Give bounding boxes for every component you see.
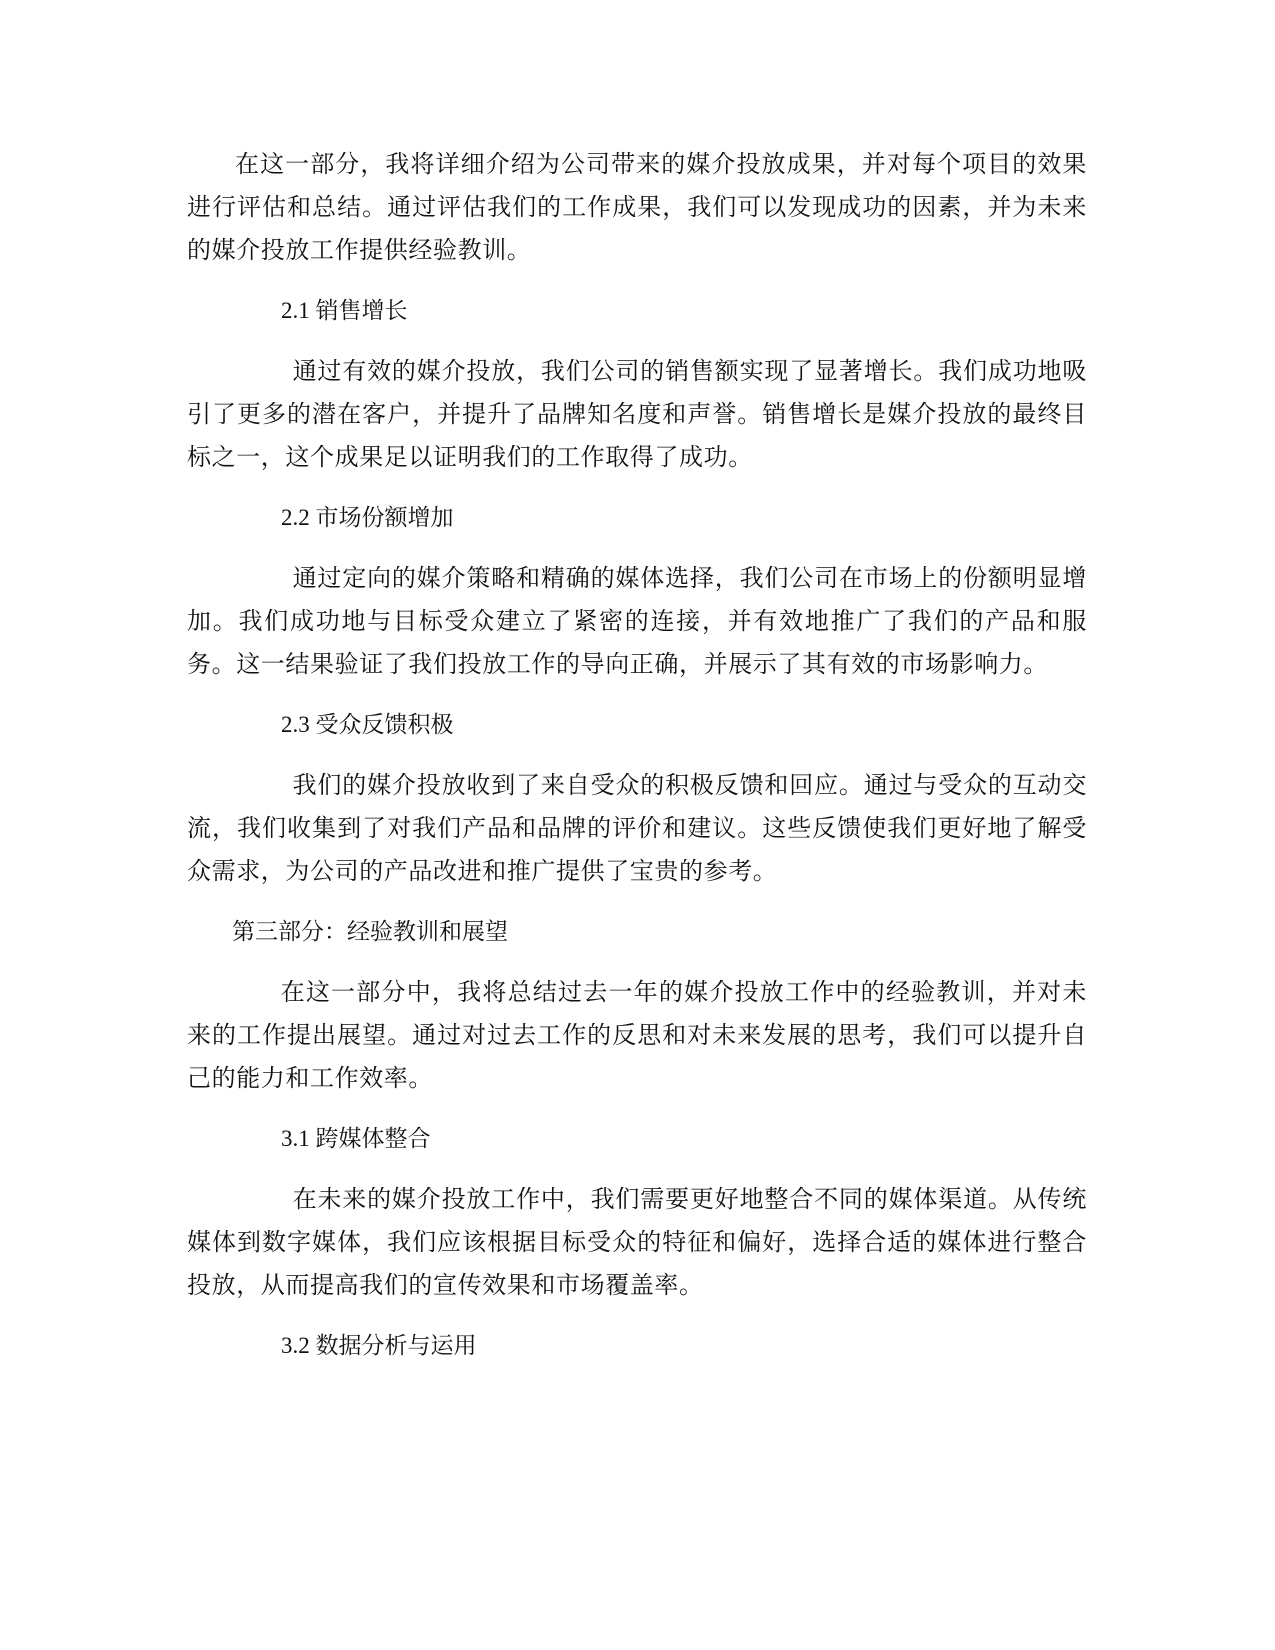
- section-2-1-heading: 2.1 销售增长: [281, 298, 408, 323]
- part-3-heading: 第三部分：经验教训和展望: [232, 919, 508, 944]
- intro-paragraph: 在这一部分，我将详细介绍为公司带来的媒介投放成果，并对每个项目的效果进行评估和总结。通过评估我们的工作成果，我们可以发现成功的因素，并为未来的媒介投放工作提供经验教训。: [187, 150, 1087, 264]
- section-2-3-heading: 2.3 受众反馈积极: [281, 712, 454, 737]
- document-content: [187, 143, 1087, 1362]
- part-3-intro-paragraph: 在这一部分中，我将总结过去一年的媒介投放工作中的经验教训，并对未来的工作提出展望。通过对过去工作的反思和对未来发展的思考，我们可以提升自己的能力和工作效率。: [187, 978, 1087, 1092]
- section-2-3-body: 我们的媒介投放收到了来自受众的积极反馈和回应。通过与受众的互动交流，我们收集到了对我们产品和品牌的评价和建议。这些反馈使我们更好地了解受众需求，为公司的产品改进和推广提供了宝贵的参考。: [187, 771, 1087, 885]
- section-2-2-heading: 2.2 市场份额增加: [281, 505, 454, 530]
- section-3-2-heading: 3.2 数据分析与运用: [281, 1333, 477, 1358]
- section-3-1-heading: 3.1 跨媒体整合: [281, 1126, 431, 1151]
- section-2-1-body: 通过有效的媒介投放，我们公司的销售额实现了显著增长。我们成功地吸引了更多的潜在客户，并提升了品牌知名度和声誉。销售增长是媒介投放的最终目标之一，这个成果足以证明我们的工作取得了成功。: [187, 357, 1087, 471]
- section-3-1-body: 在未来的媒介投放工作中，我们需要更好地整合不同的媒体渠道。从传统媒体到数字媒体，我们应该根据目标受众的特征和偏好，选择合适的媒体进行整合投放，从而提高我们的宣传效果和市场覆盖率。: [187, 1185, 1087, 1299]
- section-2-2-body: 通过定向的媒介策略和精确的媒体选择，我们公司在市场上的份额明显增加。我们成功地与目标受众建立了紧密的连接，并有效地推广了我们的产品和服务。这一结果验证了我们投放工作的导向正确，并展示了其有效的市场影响力。: [187, 564, 1087, 678]
